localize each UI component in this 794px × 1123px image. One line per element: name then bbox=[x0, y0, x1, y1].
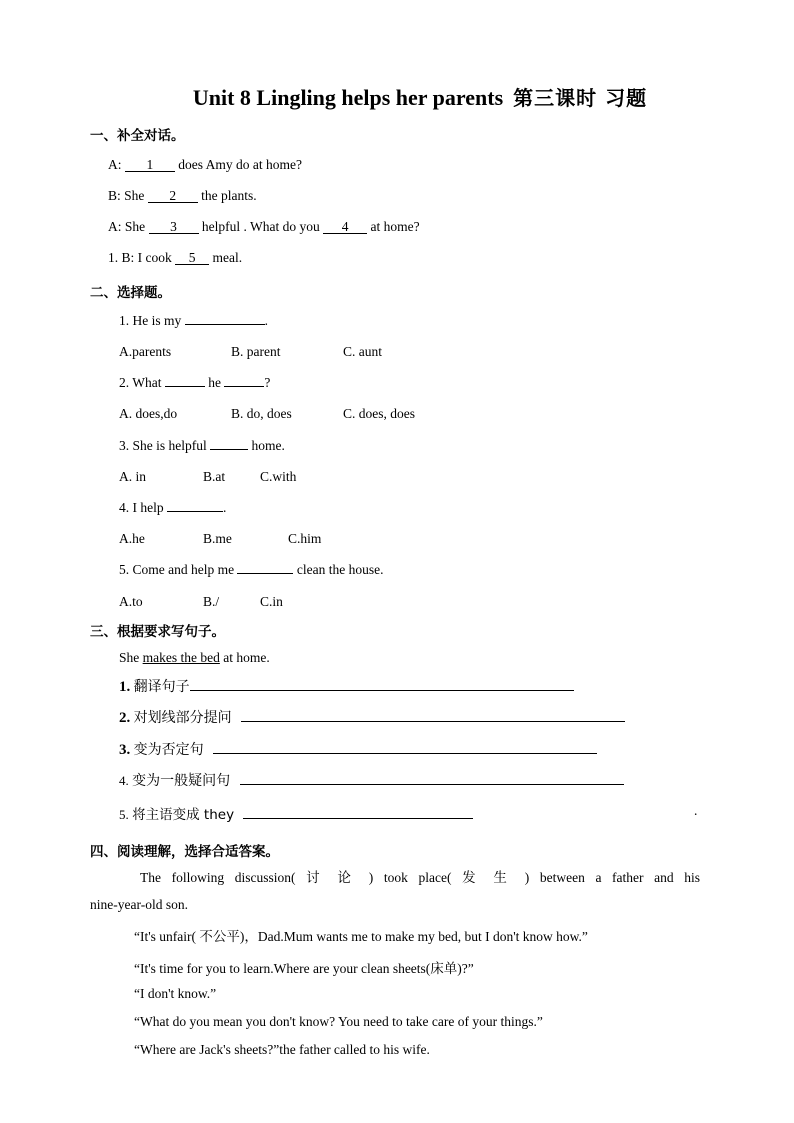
page-title bbox=[0, 82, 794, 111]
dialogue-line-1 bbox=[108, 157, 302, 173]
task-number: 2. bbox=[119, 710, 131, 726]
dialogue-speaker: A: bbox=[108, 157, 122, 172]
option-c[interactable]: C.with bbox=[260, 469, 297, 484]
reading-paragraph-1-cont: nine-year-old son. bbox=[90, 897, 188, 912]
answer-blank[interactable] bbox=[237, 573, 293, 574]
section-2-heading: 二、选择题。 bbox=[90, 285, 171, 301]
reading-paragraph-3: “It's time for you to learn.Where are your clean sheets(床单)?” bbox=[134, 961, 474, 976]
question-text: home. bbox=[251, 438, 285, 453]
dialogue-text: meal. bbox=[212, 250, 243, 265]
title-english: Unit 8 Lingling helps her parents bbox=[192, 85, 504, 110]
task-label: 变为否定句 bbox=[133, 742, 204, 758]
question-text: 2. What bbox=[119, 375, 162, 390]
title-chinese: 第三课时 习题 bbox=[513, 86, 648, 110]
question-text: . bbox=[264, 313, 268, 328]
dialogue-text: does Amy do at home? bbox=[178, 157, 302, 172]
option-b[interactable]: B. parent bbox=[231, 344, 281, 359]
option-a[interactable]: A.he bbox=[119, 531, 145, 546]
task-2 bbox=[119, 707, 625, 727]
option-c[interactable]: C.him bbox=[288, 531, 322, 546]
underlined-part: makes the bed bbox=[142, 650, 220, 665]
answer-blank[interactable] bbox=[185, 324, 265, 325]
task-label: 翻译句子 bbox=[133, 679, 190, 695]
task-label: 对划线部分提问 bbox=[133, 710, 232, 726]
task-1 bbox=[119, 676, 574, 696]
section-4-heading: 四、阅读理解，选择合适答案。 bbox=[90, 844, 279, 860]
option-b[interactable]: B. do, does bbox=[231, 406, 292, 421]
option-a[interactable]: A. does,do bbox=[119, 406, 178, 421]
reading-paragraph-2: “It's unfair( 不公平)，Dad.Mum wants me to make my bed, but I don't know how.” bbox=[134, 929, 588, 944]
blank-4[interactable]: 4 bbox=[323, 220, 367, 234]
dialogue-line-4 bbox=[108, 250, 242, 266]
sentence-text: She bbox=[119, 650, 143, 665]
dialogue-text: helpful . What do you bbox=[201, 219, 320, 234]
answer-line[interactable] bbox=[190, 676, 574, 691]
answer-blank[interactable] bbox=[210, 449, 248, 450]
task-number: 5. bbox=[119, 807, 129, 822]
blank-5[interactable]: 5 bbox=[175, 251, 209, 265]
answer-blank[interactable] bbox=[224, 386, 264, 387]
question-2 bbox=[119, 375, 270, 391]
reading-paragraph-1: The following discussion( 讨 论 ) took place( 发 生 ) between a father and his bbox=[140, 870, 700, 885]
question-5 bbox=[119, 562, 383, 578]
task-3 bbox=[119, 739, 597, 759]
answer-line[interactable] bbox=[241, 707, 625, 722]
dialogue-speaker: B: She bbox=[108, 188, 145, 203]
sentence-text: at home. bbox=[219, 650, 270, 665]
answer-blank[interactable] bbox=[167, 511, 223, 512]
dialogue-speaker: A: She bbox=[108, 219, 146, 234]
question-text: he bbox=[208, 375, 221, 390]
answer-line[interactable] bbox=[213, 739, 597, 754]
option-c[interactable]: C. aunt bbox=[343, 344, 382, 359]
dialogue-line-2 bbox=[108, 188, 257, 204]
dialogue-line-3 bbox=[108, 219, 420, 235]
answer-line[interactable] bbox=[240, 770, 624, 785]
reading-paragraph-5: “What do you mean you don't know? You need to take care of your things.” bbox=[134, 1014, 543, 1029]
answer-blank[interactable] bbox=[165, 386, 205, 387]
task-number: 4. bbox=[119, 773, 129, 788]
blank-3[interactable]: 3 bbox=[149, 220, 199, 234]
option-b[interactable]: B.me bbox=[203, 531, 232, 546]
task-label: 将主语变成 they bbox=[132, 807, 235, 823]
option-b[interactable]: B./ bbox=[203, 594, 220, 609]
question-text: ? bbox=[264, 375, 271, 390]
task-5 bbox=[119, 803, 473, 823]
option-a[interactable]: A.to bbox=[119, 594, 143, 609]
question-text: clean the house. bbox=[296, 562, 384, 577]
option-c[interactable]: C.in bbox=[260, 594, 283, 609]
dialogue-speaker: 1. B: I cook bbox=[108, 250, 172, 265]
blank-2[interactable]: 2 bbox=[148, 189, 198, 203]
section-3-heading: 三、根据要求写句子。 bbox=[90, 624, 225, 640]
task-label: 变为一般疑问句 bbox=[132, 773, 231, 789]
base-sentence bbox=[119, 650, 270, 666]
question-text: 4. I help bbox=[119, 500, 164, 515]
task-4 bbox=[119, 770, 624, 790]
question-text: 3. She is helpful bbox=[119, 438, 207, 453]
question-3 bbox=[119, 438, 285, 454]
question-4 bbox=[119, 500, 226, 516]
option-b[interactable]: B.at bbox=[203, 469, 226, 484]
blank-1[interactable]: 1 bbox=[125, 158, 175, 172]
question-text: 1. He is my bbox=[119, 313, 182, 328]
option-a[interactable]: A. in bbox=[119, 469, 146, 484]
dialogue-text: at home? bbox=[370, 219, 420, 234]
reading-paragraph-6: “Where are Jack's sheets?”the father called to his wife. bbox=[134, 1042, 430, 1057]
option-a[interactable]: A.parents bbox=[119, 344, 172, 359]
task-5-end-period: . bbox=[694, 803, 698, 818]
question-text: 5. Come and help me bbox=[119, 562, 235, 577]
question-text: . bbox=[223, 500, 227, 515]
option-c[interactable]: C. does, does bbox=[343, 406, 415, 421]
answer-line[interactable] bbox=[243, 804, 473, 819]
task-number: 3. bbox=[119, 742, 131, 758]
task-number: 1. bbox=[119, 679, 131, 695]
question-1 bbox=[119, 313, 268, 329]
reading-paragraph-4: “I don't know.” bbox=[134, 986, 217, 1001]
section-1-heading: 一、补全对话。 bbox=[90, 128, 185, 144]
dialogue-text: the plants. bbox=[201, 188, 257, 203]
